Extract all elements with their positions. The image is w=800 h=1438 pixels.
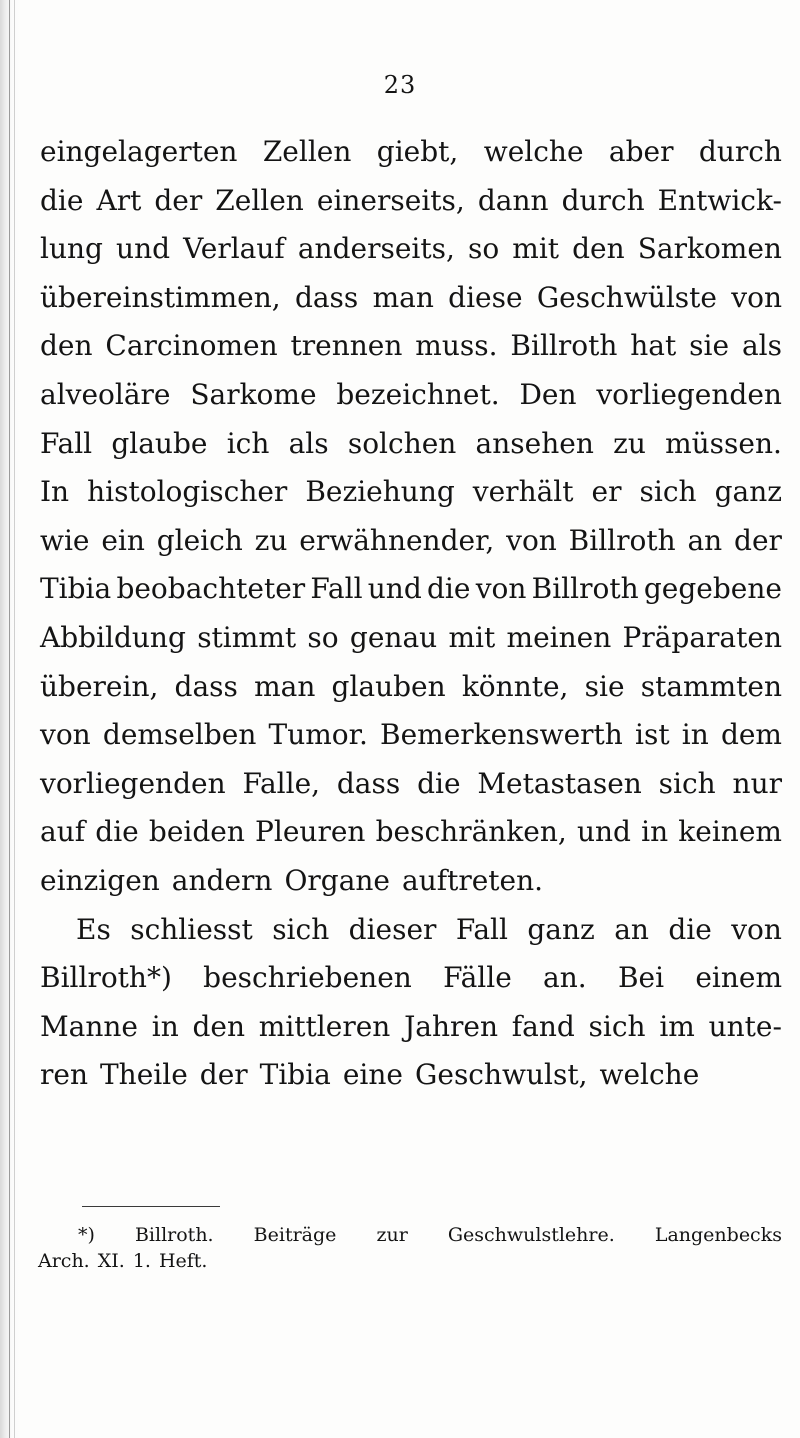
text-line: ren Theile der Tibia eine Geschwulst, welche [40,1058,700,1092]
page-number: 23 [383,71,417,99]
text-line: überein, dass man glauben könnte, sie stammten [40,669,782,703]
text-line: wie ein gleich zu erwähnender, von Billroth an der [40,523,782,557]
text-line: Fall glaube ich als solchen ansehen zu müssen. [40,426,782,460]
text-line: auf die beiden Pleuren beschränken, und in keinem [40,815,782,849]
text-line: Es schliesst sich dieser Fall ganz an die von [76,912,782,946]
footnote-line: Arch. XI. 1. Heft. [38,1250,208,1272]
gutter-edge-line [14,0,15,1438]
text-line: lung und Verlauf anderseits, so mit den Sarkomen [40,232,782,266]
text-line: alveoläre Sarkome bezeichnet. Den vorliegenden [40,377,782,411]
text-line: die Art der Zellen einerseits, dann durch Entwick- [40,183,782,217]
text-line: einzigen andern Organe auftreten. [40,863,544,897]
text-line: In histologischer Beziehung verhält er sich ganz [40,475,782,509]
text-line: Billroth*) beschriebenen Fälle an. Bei einem [40,961,782,995]
footnote-separator [82,1206,220,1207]
text-line: übereinstimmen, dass man diese Geschwülste von [40,280,782,314]
text-line: Manne in den mittleren Jahren fand sich im unte- [40,1009,782,1043]
text-line: eingelagerten Zellen giebt, welche aber durch [40,135,782,168]
text-line: den Carcinomen trennen muss. Billroth hat sie als [40,329,782,363]
footnote-line: *) Billroth. Beiträge zur Geschwulstlehre. Langenbecks [78,1224,782,1246]
text-line: Abbildung stimmt so genau mit meinen Präparaten [40,620,782,654]
text-line: Tibia beobachteter Fall und die von Billroth gegebene [40,572,782,606]
gutter-edge-line [9,0,10,1438]
body-text [40,128,782,1100]
binding-gutter [0,0,20,1438]
text-line: vorliegenden Falle, dass die Metastasen sich nur [40,766,782,800]
footnote [38,1222,782,1274]
text-line: von demselben Tumor. Bemerkenswerth ist in dem [40,718,782,752]
